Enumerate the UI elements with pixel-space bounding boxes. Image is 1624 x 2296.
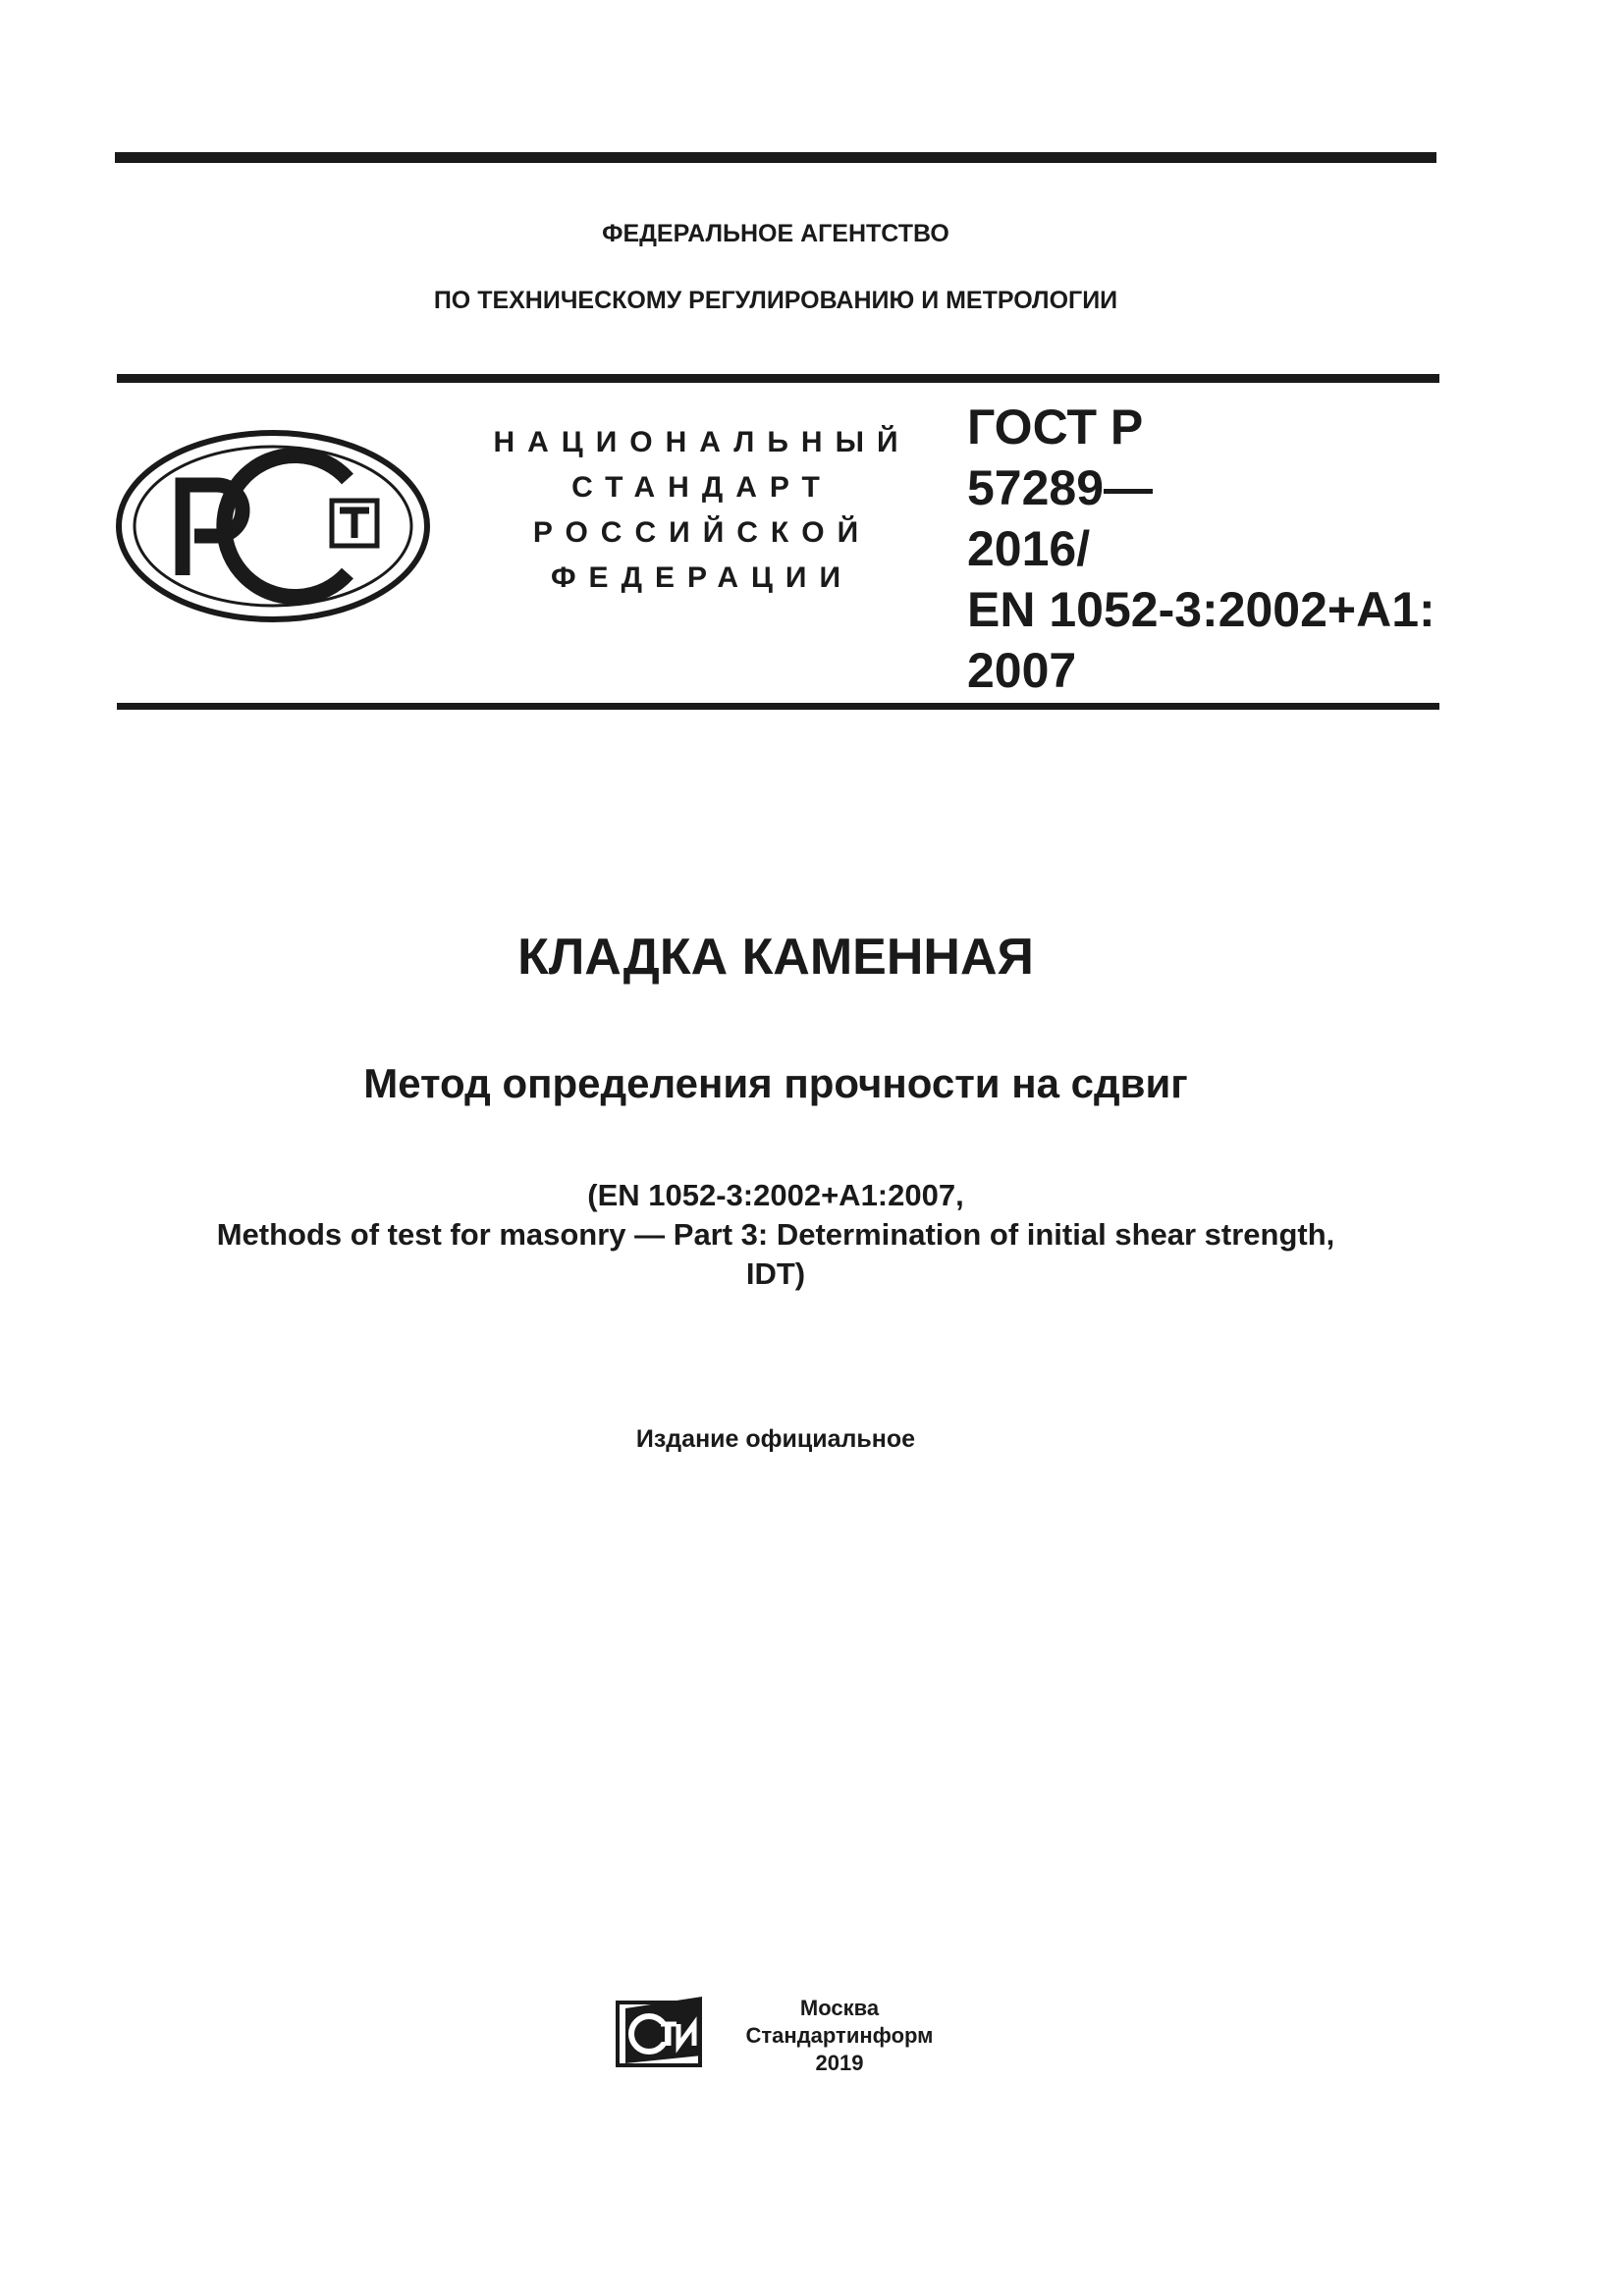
- top-rule: [115, 152, 1436, 163]
- publisher-name: Стандартинформ: [745, 2023, 934, 2048]
- agency-line-2: ПО ТЕХНИЧЕСКОМУ РЕГУЛИРОВАНИЮ И МЕТРОЛОГИИ: [433, 287, 1118, 314]
- standard-code-line-2: 57289—: [967, 460, 1154, 515]
- rst-certification-mark-icon: [114, 428, 433, 624]
- national-line-1: НАЦИОНАЛЬНЫЙ: [493, 426, 911, 458]
- standard-block-bottom-rule: [117, 703, 1439, 710]
- reference-line-1: (EN 1052-3:2002+A1:2007,: [587, 1178, 964, 1212]
- standard-code-line-5: 2007: [967, 643, 1077, 698]
- national-line-2: СТАНДАРТ: [571, 471, 833, 504]
- standartinform-logo-icon: [616, 1995, 706, 2069]
- national-line-4: ФЕДЕРАЦИИ: [550, 561, 854, 594]
- publisher-info: [722, 1995, 957, 2077]
- reference-line-2: Methods of test for masonry — Part 3: Determination of initial shear strength,: [216, 1217, 1335, 1252]
- publisher-city: Москва: [799, 1996, 880, 2020]
- reference-line-3: IDT): [745, 1256, 806, 1291]
- standard-code-line-4: EN 1052-3:2002+A1:: [967, 582, 1435, 637]
- header-divider-rule: [117, 374, 1439, 383]
- standard-code-line-3: 2016/: [967, 521, 1091, 576]
- agency-line-1: ФЕДЕРАЛЬНОЕ АГЕНТСТВО: [602, 220, 949, 247]
- national-line-3: РОССИЙСКОЙ: [532, 516, 872, 549]
- edition-label: Издание официальное: [635, 1425, 916, 1453]
- standard-code-line-1: ГОСТ Р: [967, 400, 1144, 454]
- document-title: КЛАДКА КАМЕННАЯ: [517, 929, 1034, 986]
- publisher-year: 2019: [815, 2051, 864, 2075]
- standard-code: [967, 397, 1458, 701]
- national-standard-label: [481, 420, 923, 601]
- document-subtitle: Метод определения прочности на сдвиг: [363, 1060, 1188, 1106]
